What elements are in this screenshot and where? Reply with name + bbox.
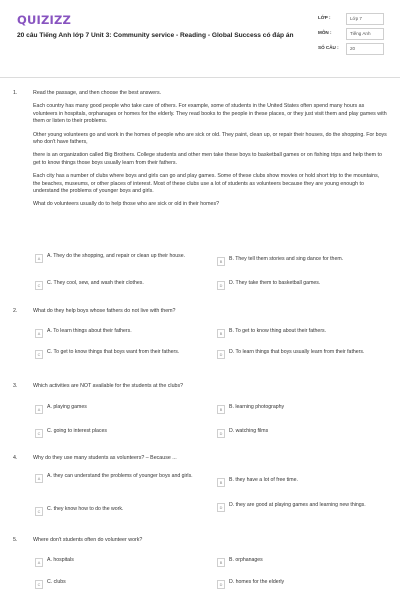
option-letter: B (217, 329, 225, 338)
passage-paragraph: Each city has a number of clubs where boys and girls can go and play games. Some of these clubs show movies or hold short trip to the mountains, the beaches, museums, or other places of interest. Most of these clubs use a lot of students as volunteers because they are young enough to understand the problems of younger boys and girls. (33, 173, 380, 195)
option-letter: C (35, 281, 43, 290)
option-text: D. they are good at playing games and learning new things. (229, 502, 366, 508)
meta-grade-value: Lớp 7 (346, 13, 384, 25)
meta-grade-label: LỚP : (318, 15, 331, 20)
question-number: 3. (13, 383, 18, 389)
option-text: C. To get to know things that boys want from their fathers. (47, 349, 180, 355)
option-text: C. going to interest places (47, 428, 107, 434)
option-letter: D (217, 429, 225, 438)
option-letter: A (35, 405, 43, 414)
option-c[interactable] (35, 349, 210, 359)
option-a[interactable] (35, 328, 210, 338)
question-number: 5. (13, 537, 18, 543)
option-letter: C (35, 350, 43, 359)
option-text: D. watching films (229, 428, 269, 434)
option-letter: D (217, 350, 225, 359)
option-text: C. they know how to do the work. (47, 506, 124, 512)
header-divider (0, 77, 400, 78)
question-prompt: Which activities are NOT available for the students at the clubs? (33, 383, 184, 389)
option-text: B. They tell them stories and sing dance for them. (229, 256, 344, 262)
question-number: 1. (13, 90, 18, 96)
option-text: B. To get to know thing about their fathers. (229, 328, 327, 334)
option-letter: C (35, 429, 43, 438)
option-a[interactable] (35, 404, 210, 414)
passage-paragraph: Each country has many good people who take care of others. For example, some of students in the United States often spend many hours as volunteers in hospitals, orphanages or homes for the elderly. They read books to the people in these places, or they just visit them and play games with them or listen to their problems. (33, 103, 387, 125)
option-letter: A (35, 558, 43, 567)
option-d[interactable] (217, 428, 392, 438)
worksheet-meta (318, 13, 386, 58)
option-letter: A (35, 474, 43, 483)
option-b[interactable] (217, 557, 392, 567)
option-text: A. To learn things about their fathers. (47, 328, 132, 334)
option-letter: B (217, 257, 225, 266)
question-prompt: Why do they use many students as volunteers? – Because ... (33, 455, 177, 461)
option-text: B. learning photography (229, 404, 285, 410)
option-d[interactable] (217, 349, 392, 359)
meta-grade (318, 13, 386, 25)
option-a[interactable] (35, 253, 210, 263)
option-c[interactable] (35, 428, 210, 438)
option-letter: B (217, 558, 225, 567)
option-a[interactable] (35, 557, 210, 567)
option-letter: C (35, 507, 43, 516)
option-c[interactable] (35, 280, 210, 290)
page-title: 20 câu Tiếng Anh lớp 7 Unit 3: Community service - Reading - Global Success có đáp án (17, 32, 294, 39)
meta-subject-label: MÔN : (318, 30, 332, 35)
question-number: 2. (13, 308, 18, 314)
option-letter: A (35, 254, 43, 263)
option-a[interactable] (35, 473, 210, 483)
option-text: A. playing games (47, 404, 87, 410)
option-c[interactable] (35, 506, 210, 516)
option-letter: B (217, 405, 225, 414)
option-text: D. homes for the elderly (229, 579, 285, 585)
option-letter: D (217, 503, 225, 512)
option-letter: C (35, 580, 43, 589)
option-b[interactable] (217, 404, 392, 414)
meta-subject (318, 28, 386, 40)
question-prompt: What do volunteers usually do to help those who are sick or old in their homes? (33, 201, 220, 208)
option-text: D. They take them to basketball games. (229, 280, 321, 286)
question-prompt: What do they help boys whose fathers do not live with them? (33, 308, 176, 314)
question-number: 4. (13, 455, 18, 461)
option-text: C. They cool, sew, and wash their clothes. (47, 280, 144, 286)
quizizz-logo: QUIZIZZ (17, 13, 72, 27)
option-text: A. they can understand the problems of younger boys and girls. (47, 473, 193, 479)
option-d[interactable] (217, 579, 392, 589)
option-text: D. To learn things that boys usually learn from their fathers. (229, 349, 365, 355)
meta-count (318, 43, 386, 55)
option-c[interactable] (35, 579, 210, 589)
option-text: A. hospitals (47, 557, 74, 563)
option-d[interactable] (217, 502, 392, 512)
option-letter: D (217, 580, 225, 589)
meta-count-value: 20 (346, 43, 384, 55)
option-text: B. they have a lot of free time. (229, 477, 298, 483)
question-text (33, 90, 388, 215)
option-letter: D (217, 281, 225, 290)
meta-count-label: SỐ CÂU : (318, 45, 339, 50)
meta-subject-value: Tiếng Anh (346, 28, 384, 40)
option-text: A. They do the shopping, and repair or clean up their house. (47, 253, 186, 259)
option-d[interactable] (217, 280, 392, 290)
passage-instruction: Read the passage, and then choose the best answers. (33, 90, 162, 96)
option-b[interactable] (217, 256, 392, 266)
option-letter: A (35, 329, 43, 338)
option-text: C. clubs (47, 579, 66, 585)
option-b[interactable] (217, 477, 392, 487)
passage-paragraph: there is an organization called Big Brothers. College students and other men take these boys to basketball games or on fishing trips and help them to get to know things those boys usually learn from their fathers. (33, 152, 382, 166)
option-letter: B (217, 478, 225, 487)
passage-paragraph: Other young volunteers go and work in the homes of people who are sick or old. They paint, clean up, or repair their houses, do the shopping. For boys who don't have fathers, (33, 131, 387, 146)
option-text: B. orphanages (229, 557, 263, 563)
question-prompt: Where don't students often do volunteer work? (33, 537, 143, 543)
option-b[interactable] (217, 328, 392, 338)
